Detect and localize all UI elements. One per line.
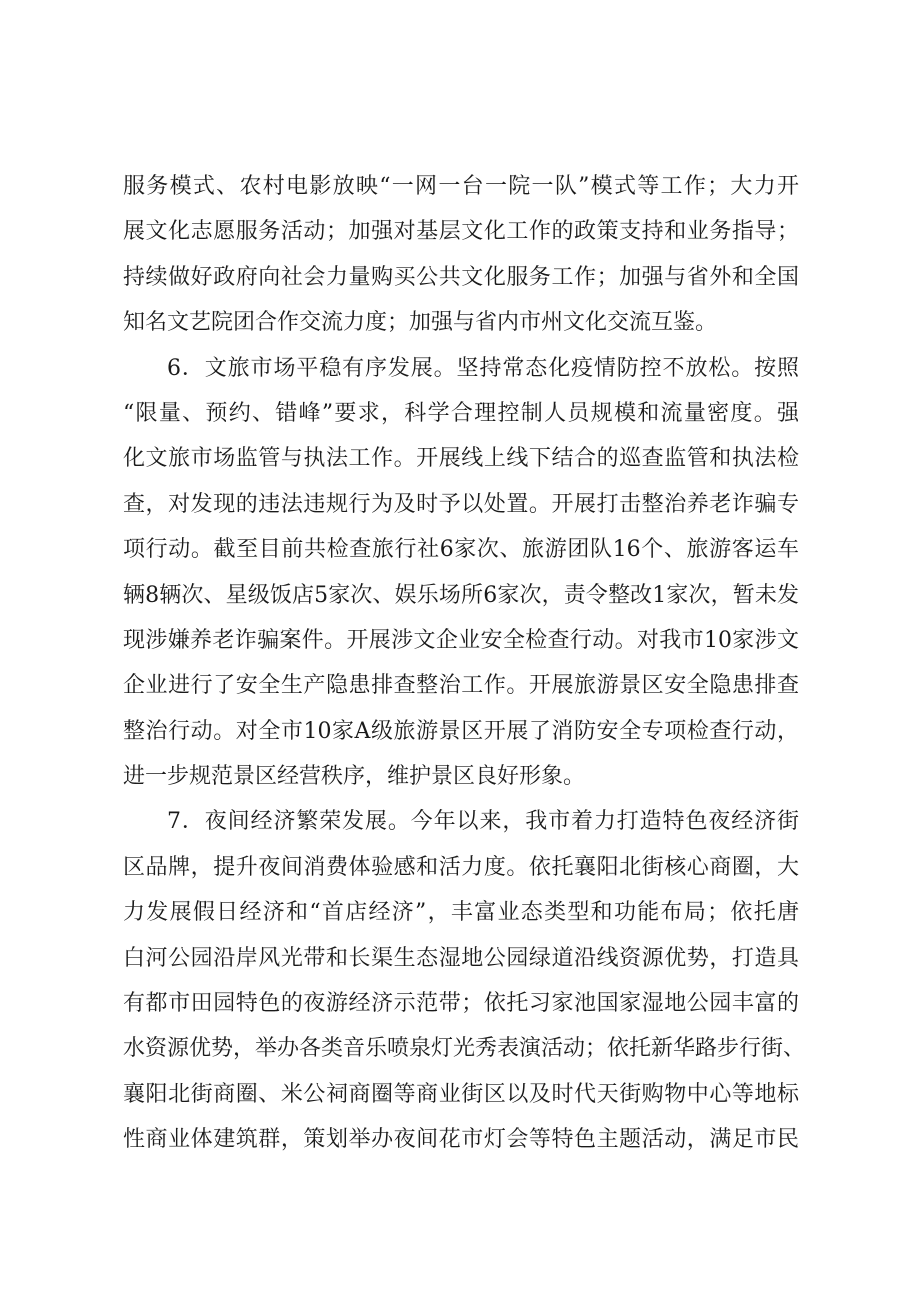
text-line: 整治行动。对全市10家A级旅游景区开展了消防安全专项检查行动， — [123, 718, 799, 744]
text-line: 服务模式、农村电影放映“一网一台一院一队”模式等工作；大力开 — [123, 174, 799, 199]
text-line: 水资源优势，举办各类音乐喷泉灯光秀表演活动；依托新华路步行街、 — [123, 1036, 806, 1062]
paragraph-6 — [123, 346, 799, 800]
text-line: 辆8辆次、星级饭店5家次、娱乐场所6家次，责令整改1家次，暂未发 — [123, 582, 799, 608]
text-line: 知名文艺院团合作交流力度；加强与省内市州文化交流互鉴。 — [123, 310, 718, 336]
text-line: “限量、预约、错峰”要求，科学合理控制人员规模和流量密度。强 — [123, 400, 799, 426]
paragraph-7 — [123, 799, 806, 1162]
paragraph-continued — [123, 164, 799, 346]
text-line: 查，对发现的违法违规行为及时予以处置。开展打击整治养老诈骗专 — [123, 491, 799, 517]
text-line: 性商业体建筑群，策划举办夜间花市灯会等特色主题活动，满足市民 — [123, 1127, 799, 1153]
text-line: 区品牌，提升夜间消费体验感和活力度。依托襄阳北街核心商圈，大 — [123, 854, 799, 880]
text-line: 7．夜间经济繁荣发展。今年以来，我市着力打造特色夜经济街 — [167, 809, 799, 835]
text-line: 展文化志愿服务活动；加强对基层文化工作的政策支持和业务指导； — [123, 219, 799, 245]
text-line: 化文旅市场监管与执法工作。开展线上线下结合的巡查监管和执法检 — [123, 446, 799, 472]
text-line: 襄阳北街商圈、米公祠商圈等商业街区以及时代天街购物中心等地标 — [123, 1081, 799, 1107]
text-line: 力发展假日经济和“首店经济”，丰富业态类型和功能布局；依托唐 — [123, 900, 799, 926]
text-line: 现涉嫌养老诈骗案件。开展涉文企业安全检查行动。对我市10家涉文 — [123, 627, 799, 653]
text-line: 6．文旅市场平稳有序发展。坚持常态化疫情防控不放松。按照 — [167, 355, 799, 381]
text-line: 进一步规范景区经营秩序，维护景区良好形象。 — [123, 764, 586, 790]
text-line: 持续做好政府向社会力量购买公共文化服务工作；加强与省外和全国 — [123, 264, 799, 290]
document-body — [123, 164, 806, 1163]
text-line: 企业进行了安全生产隐患排查整治工作。开展旅游景区安全隐患排查 — [123, 673, 799, 699]
text-line: 白河公园沿岸风光带和长渠生态湿地公园绿道沿线资源优势，打造具 — [123, 945, 799, 971]
text-line: 有都市田园特色的夜游经济示范带；依托习家池国家湿地公园丰富的 — [123, 991, 799, 1017]
text-line: 项行动。截至目前共检查旅行社6家次、旅游团队16个、旅游客运车 — [123, 537, 799, 563]
